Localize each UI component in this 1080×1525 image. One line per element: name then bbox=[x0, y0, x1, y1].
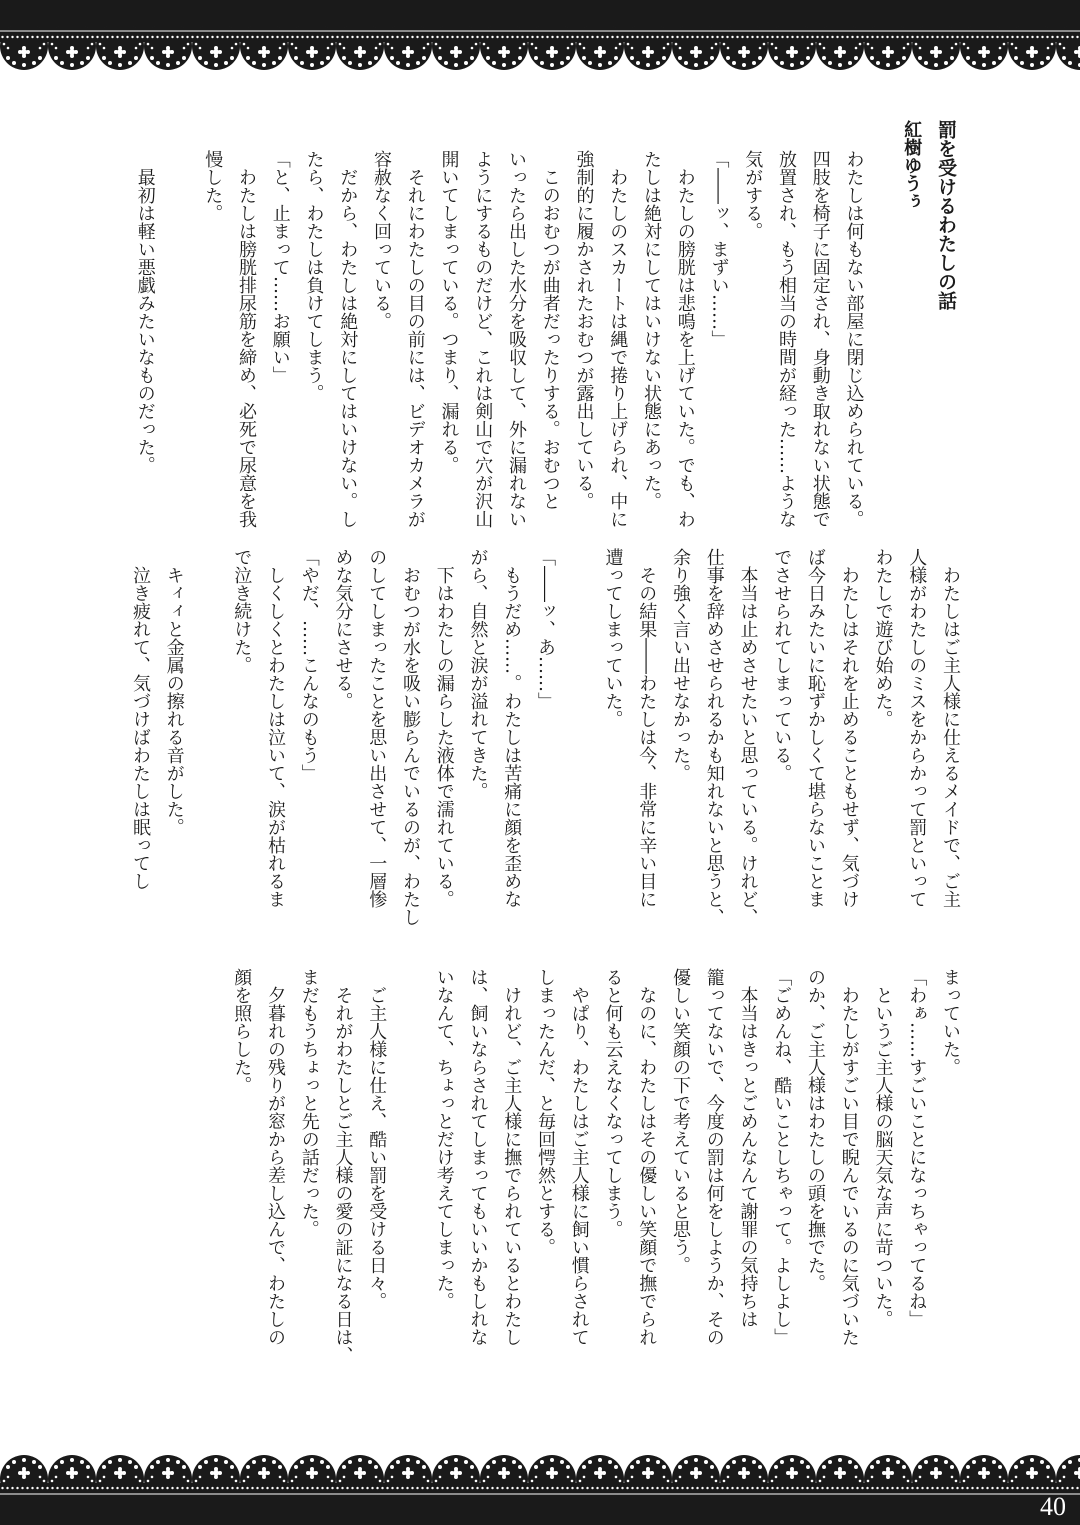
text-line: がら、自然と涙が溢れてきた。 bbox=[467, 548, 489, 800]
text-line: 慢した。 bbox=[202, 150, 224, 222]
text-line: もうだめ……。わたしは苦痛に顔を歪めな bbox=[501, 548, 523, 908]
text-line: 下はわたしの漏らした液体で濡れている。 bbox=[433, 548, 455, 908]
text-line: 「――ッ、あ……」 bbox=[535, 548, 556, 710]
text-line: 顔を照らした。 bbox=[231, 968, 253, 1094]
text-line: 容赦なく回っている。 bbox=[371, 150, 392, 330]
text-line: おむつが水を吸い膨らんでいるのが、わたし bbox=[400, 548, 421, 926]
text-block-middle bbox=[123, 548, 967, 948]
text-line: 最初は軽い悪戯みたいなものだった。 bbox=[134, 150, 156, 474]
text-line: 本当はきっとごめんなんて謝罪の気持ちは bbox=[737, 968, 759, 1328]
text-line: だから、わたしは絶対にしてはいけない。し bbox=[337, 150, 359, 528]
text-line: のしてしまったことを思い出させて、一層惨 bbox=[366, 548, 388, 908]
text-line: しくしくとわたしは泣いて、涙が枯れるま bbox=[265, 548, 286, 908]
text-line: めな気分にさせる。 bbox=[332, 548, 354, 710]
text-line: わたしは何もない部屋に閉じ込められている。 bbox=[843, 150, 865, 528]
text-line: 泣き疲れて、気づけばわたしは眠ってし bbox=[130, 548, 151, 890]
text-line bbox=[393, 968, 427, 1388]
text-line: たしは絶対にしてはいけない状態にあった。 bbox=[641, 150, 662, 510]
text-line: 本当は止めさせたいと思っている。けれど、 bbox=[737, 548, 759, 926]
text-line: けれど、ご主人様に撫でられているとわたし bbox=[501, 968, 523, 1346]
text-line: 気がする。 bbox=[742, 150, 764, 240]
text-line: やぱり、わたしはご主人様に飼い慣らされて bbox=[568, 968, 590, 1346]
lace-border-top bbox=[0, 0, 1080, 75]
text-line: わたしはそれを止めることもせず、気づけ bbox=[838, 548, 860, 908]
title-column bbox=[895, 120, 963, 490]
text-line: 「やだ、……こんなのもう」 bbox=[298, 548, 320, 782]
text-line: 「わぁ……すごいことになっちゃってるね」 bbox=[906, 968, 928, 1328]
text-line: わたしの膀胱は悲鳴を上げていた。でも、わ bbox=[674, 150, 696, 528]
text-line: 強制的に履かされたおむつが露出している。 bbox=[573, 150, 595, 510]
text-line: 「と、止まって……お願い」 bbox=[269, 150, 291, 384]
text-line: わたしで遊び始めた。 bbox=[872, 548, 894, 728]
text-line: それにわたしの目の前には、ビデオカメラが bbox=[404, 150, 426, 528]
text-line: キィィと金属の擦れる音がした。 bbox=[163, 548, 185, 836]
story-author: 紅樹ゆうぅ bbox=[901, 120, 923, 210]
text-line bbox=[562, 548, 596, 948]
text-line bbox=[162, 150, 196, 550]
text-line: たら、わたしは負けてしまう。 bbox=[303, 150, 325, 402]
text-line: というご主人様の脳天気な声に苛ついた。 bbox=[872, 968, 894, 1328]
text-line: このおむつが曲者だったりする。おむつと bbox=[539, 150, 561, 510]
text-line: わたしは膀胱排尿筋を締め、必死で尿意を我 bbox=[236, 150, 257, 528]
text-line: 開いてしまっている。つまり、漏れる。 bbox=[438, 150, 460, 474]
text-line: でさせられてしまっている。 bbox=[771, 548, 793, 782]
text-line: 夕暮れの残りが窓から差し込んで、わたしの bbox=[265, 968, 286, 1346]
text-line: いなんて、ちょっとだけ考えてしまった。 bbox=[433, 968, 455, 1310]
text-line: 放置され、もう相当の時間が経った……ような bbox=[776, 150, 797, 528]
text-line: それがわたしとご主人様の愛の証になる日は、 bbox=[332, 968, 354, 1364]
text-line: ご主人様に仕え、酷い罰を受ける日々。 bbox=[366, 968, 388, 1310]
text-line: なのに、わたしはその優しい笑顔で撫でられ bbox=[636, 968, 658, 1346]
text-line: いったら出した水分を吸収して、外に漏れない bbox=[506, 150, 527, 528]
text-line: まだもうちょっと先の話だった。 bbox=[298, 968, 320, 1238]
text-line: まっていた。 bbox=[940, 968, 961, 1076]
text-line: 「ごめんね、酷いことしちゃって。よしよし」 bbox=[771, 968, 793, 1346]
text-line: 籠ってないで、今度の罰は何をしようか、その bbox=[703, 968, 725, 1346]
text-line: わたしのスカートは縄で捲り上げられ、中に bbox=[607, 150, 629, 528]
text-line: 四肢を椅子に固定され、身動き取れない状態で bbox=[809, 150, 831, 528]
text-line: ば今日みたいに恥ずかしくて堪らないことま bbox=[805, 548, 826, 908]
text-line: ると何も云えなくなってしまう。 bbox=[602, 968, 624, 1238]
text-block-top bbox=[128, 120, 962, 550]
text-line: で泣き続けた。 bbox=[231, 548, 253, 674]
text-line: 「――ッ、まずい……」 bbox=[708, 150, 730, 348]
text-line bbox=[191, 548, 225, 948]
text-line: わたしがすごい目で睨んでいるのに気づいた bbox=[838, 968, 860, 1346]
page-number: 40 bbox=[1040, 1492, 1066, 1521]
text-line: 優しい笑顔の下で考えていると思う。 bbox=[670, 968, 691, 1274]
text-line: 人様がわたしのミスをからかって罰といって bbox=[906, 548, 928, 908]
text-line: は、飼いならされてしまってもいいかもしれな bbox=[467, 968, 489, 1346]
text-line: その結果――わたしは今、非常に辛い目に bbox=[636, 548, 658, 908]
text-line: わたしはご主人様に仕えるメイドで、ご主 bbox=[940, 548, 961, 908]
text-block-bottom bbox=[225, 968, 968, 1388]
text-line: のか、ご主人様はわたしの頭を撫でた。 bbox=[805, 968, 826, 1292]
lace-border-bottom bbox=[0, 1450, 1080, 1525]
text-line: しまったんだ、と毎回愕然とする。 bbox=[535, 968, 556, 1256]
text-line: 余り強く言い出せなかった。 bbox=[670, 548, 691, 782]
story-title: 罰を受けるわたしの話 bbox=[935, 120, 957, 310]
text-line: 仕事を辞めさせられるかも知れないと思うと、 bbox=[703, 548, 725, 926]
text-line: ようにするものだけど、これは剣山で穴が沢山 bbox=[472, 150, 494, 528]
text-line: 遭ってしまっていた。 bbox=[602, 548, 624, 728]
